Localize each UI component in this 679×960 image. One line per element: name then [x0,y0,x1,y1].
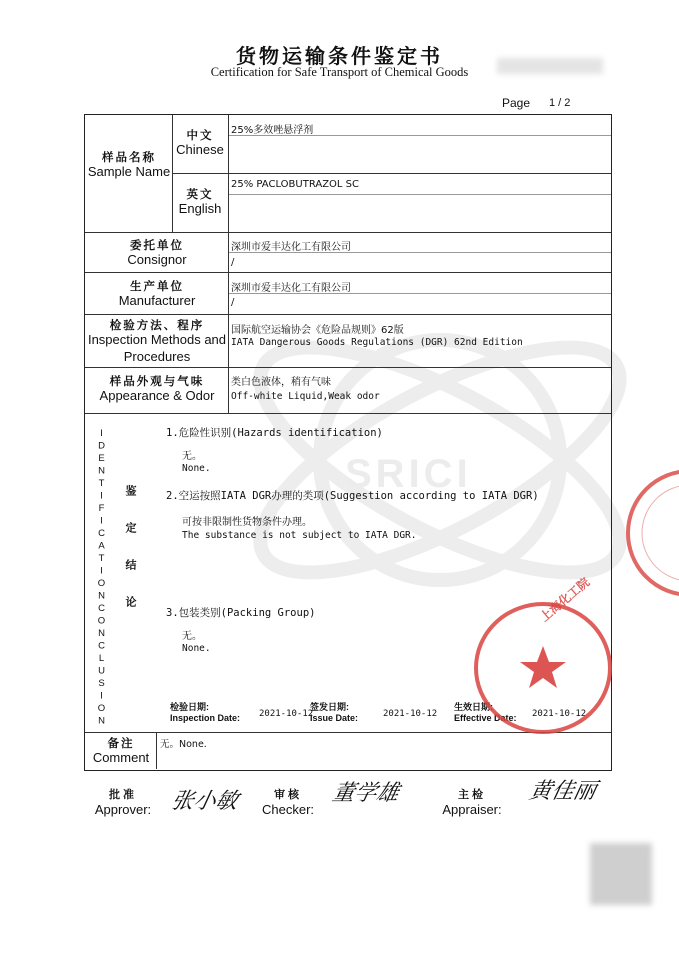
checker-signature: 董学雄 [329,781,402,806]
consignor-value-en: / [231,257,235,268]
manufacturer-value-en: / [231,297,235,308]
hazards-value-cn: 无。 [182,451,202,462]
hazards-value-en: None. [182,463,211,474]
effective-date: 2021-10-12 [532,709,587,719]
sample-name-chinese: 25%多效唑悬浮剂 [231,125,314,136]
sample-name-label: 样品名称 Sample Name [87,150,171,180]
effective-date-label: 生效日期: Effective Date: [454,702,517,723]
manufacturer-value-cn: 深圳市爱丰达化工有限公司 [231,283,351,294]
conclusion-label-cn: 鉴定结论 [124,485,137,633]
packing-group-value-en: None. [182,643,211,654]
inspection-label: 检验方法、程序 Inspection Methods and Procedures [87,318,227,364]
issue-date: 2021-10-12 [383,709,438,719]
document-title-cn: 货物运输条件鉴定书 [236,44,443,68]
page-number: 1 / 2 [549,97,571,109]
inspection-date-label: 检验日期: Inspection Date: [170,702,241,723]
packing-group-heading: 3.包装类别(Packing Group) [166,607,316,619]
issue-date-label: 签发日期: Issue Date: [310,702,359,723]
page-label: Page [502,96,531,110]
seal-text: 上海化工院 [537,574,593,625]
appraiser-label: 主检 Appraiser: [442,788,502,817]
comment-value: 无。None. [160,739,207,750]
approver-label: 批准 Approver: [94,788,152,817]
inspection-value-en: IATA Dangerous Goods Regulations (DGR) 62nd Edition [231,337,523,348]
document-title-en: Certification for Safe Transport of Chemical Goods [210,65,469,79]
chinese-label: 中文 Chinese [176,128,224,158]
inspection-value-cn: 国际航空运输协会《危险品规则》62版 [231,325,404,336]
packing-group-value-cn: 无。 [182,631,202,642]
sample-name-english: 25% PACLOBUTRAZOL SC [231,179,360,190]
manufacturer-label: 生产单位 Manufacturer [118,279,196,309]
appraiser-signature: 黄佳丽 [526,779,599,804]
suggestion-value-en: The substance is not subject to IATA DGR. [182,530,417,541]
consignor-label: 委托单位 Consignor [127,238,187,268]
checker-label: 审核 Checker: [261,788,315,817]
partial-seal [620,465,679,605]
appearance-label: 样品外观与气味 Appearance & Odor [99,374,215,404]
suggestion-heading: 2.空运按照IATA DGR办理的类项(Suggestion according to IATA DGR) [166,490,539,502]
hazards-heading: 1.危险性识别(Hazards identification) [166,427,383,439]
appearance-value-en: Off-white Liquid,Weak odor [231,391,380,402]
english-label: 英文 English [178,187,222,217]
inspection-date: 2021-10-12 [259,709,314,719]
redacted-number [497,58,603,74]
comment-label: 备注 Comment [92,736,150,766]
consignor-value-cn: 深圳市爱丰达化工有限公司 [231,242,351,253]
approver-signature: 张小敏 [168,789,241,814]
qr-code [590,843,652,905]
suggestion-value-cn: 可按非限制性货物条件办理。 [182,517,312,528]
watermark-text: SRICI [345,452,472,496]
identification-conclusion-vertical: IDENTIFICATIONCONCLUSION [96,428,107,728]
appearance-value-cn: 类白色液体，稍有气味 [231,377,331,388]
